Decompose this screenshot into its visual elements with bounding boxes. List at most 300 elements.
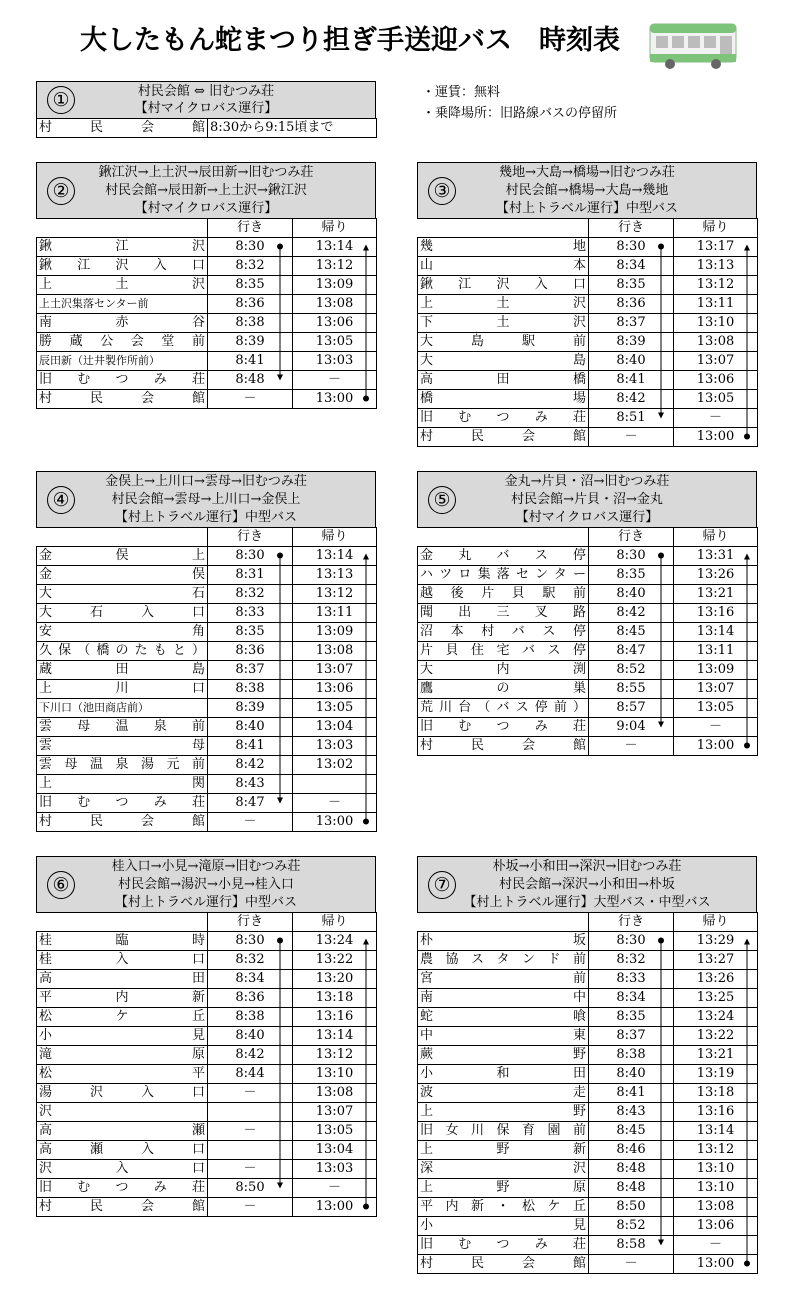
stop-name: 旧むつみ荘 <box>418 718 589 737</box>
go-header: 行き <box>589 219 674 238</box>
table-row <box>37 1103 377 1122</box>
table-row <box>418 642 758 661</box>
table-row <box>418 390 758 409</box>
go-time: 8:41 <box>589 1084 674 1103</box>
timetable <box>36 218 377 409</box>
go-time: 8:43 <box>208 775 293 794</box>
back-time: 13:26 <box>674 566 758 585</box>
stop-name: 南赤谷 <box>37 314 208 333</box>
stop-name: 村民会館 <box>37 1198 208 1217</box>
route-number: ⑦ <box>428 871 456 899</box>
stop-name: 下川口（池田商店前） <box>37 699 208 718</box>
back-time: 13:03 <box>293 737 377 756</box>
go-header: 行き <box>208 913 293 932</box>
table-row <box>37 1122 377 1141</box>
stop-name: 村民会館 <box>37 119 208 138</box>
back-time: 13:10 <box>674 314 758 333</box>
header-blank <box>37 528 208 547</box>
back-time: 13:11 <box>293 604 377 623</box>
route-line: 村民会館→湯沢→小見→桂入口 <box>118 877 294 892</box>
table-row <box>37 718 377 737</box>
table-row <box>37 371 377 390</box>
table-row <box>418 718 758 737</box>
go-time: 8:41 <box>589 371 674 390</box>
back-time: 13:24 <box>674 1008 758 1027</box>
stop-name: 南中 <box>418 989 589 1008</box>
route-number: ⑤ <box>428 486 456 514</box>
table-row <box>37 314 377 333</box>
stop-name: 村民会館 <box>37 390 208 409</box>
back-time: 13:00 <box>674 737 758 756</box>
route-line: 【村マイクロバス運行】 <box>134 201 278 216</box>
back-time: 13:11 <box>674 295 758 314</box>
back-time: 13:21 <box>674 1046 758 1065</box>
table-row <box>37 295 377 314</box>
back-time: 13:00 <box>293 390 377 409</box>
stop-name: 幾地 <box>418 238 589 257</box>
stop-name: 桂入口 <box>37 951 208 970</box>
stop-name: 片貝住宅バス停 <box>418 642 589 661</box>
back-time: 13:13 <box>293 566 377 585</box>
stop-name: 平内新 <box>37 989 208 1008</box>
stop-name: 村民会館 <box>418 428 589 447</box>
go-time: － <box>589 1255 674 1274</box>
back-time: 13:04 <box>293 718 377 737</box>
go-time: 8:35 <box>589 276 674 295</box>
header-row <box>37 528 377 547</box>
route-line: 幾地→大島→橋場→旧むつみ荘 <box>499 165 675 180</box>
stop-name: 高田橋 <box>418 371 589 390</box>
go-time: 8:39 <box>208 699 293 718</box>
back-time: 13:19 <box>674 1065 758 1084</box>
table-row <box>418 547 758 566</box>
table-row <box>418 604 758 623</box>
back-time: 13:06 <box>293 680 377 699</box>
route-4 <box>36 471 376 832</box>
go-time <box>208 1103 293 1122</box>
timetable <box>417 912 758 1274</box>
table-row <box>418 371 758 390</box>
back-time: 13:08 <box>674 1198 758 1217</box>
stop-name: 村民会館 <box>418 737 589 756</box>
stop-name: 上野新 <box>418 1141 589 1160</box>
route-7 <box>417 856 757 1274</box>
back-time: 13:07 <box>293 1103 377 1122</box>
route-line: 【村マイクロバス運行】 <box>134 101 278 116</box>
table-row <box>418 566 758 585</box>
bus-icon <box>644 20 740 70</box>
table-row <box>37 1065 377 1084</box>
table-row <box>418 276 758 295</box>
go-time: 8:38 <box>208 1008 293 1027</box>
route-5 <box>417 471 757 756</box>
table-row <box>37 642 377 661</box>
go-time: 8:38 <box>589 1046 674 1065</box>
back-time: 13:07 <box>674 680 758 699</box>
back-time: 13:10 <box>674 1160 758 1179</box>
table-row <box>418 1027 758 1046</box>
table-row <box>418 1236 758 1255</box>
route-line: 【村上トラベル運行】中型バス <box>114 895 297 910</box>
table-row <box>418 409 758 428</box>
go-time: 8:43 <box>589 1103 674 1122</box>
back-time: 13:06 <box>674 371 758 390</box>
table-row <box>418 680 758 699</box>
back-time: 13:22 <box>293 951 377 970</box>
back-time: 13:05 <box>293 1122 377 1141</box>
table-row <box>418 1122 758 1141</box>
go-time: 8:38 <box>208 680 293 699</box>
route-3 <box>417 162 757 447</box>
back-time: － <box>293 371 377 390</box>
table-row <box>418 737 758 756</box>
back-time: 13:06 <box>674 1217 758 1236</box>
table-row <box>418 333 758 352</box>
back-time: 13:29 <box>674 932 758 951</box>
table-row <box>418 1065 758 1084</box>
go-time: 8:42 <box>208 1046 293 1065</box>
table-row <box>418 1198 758 1217</box>
back-header: 帰り <box>674 528 758 547</box>
table-row <box>37 585 377 604</box>
table-row <box>418 238 758 257</box>
stop-name: 大石入口 <box>37 604 208 623</box>
back-time: 13:08 <box>293 1084 377 1103</box>
stop-name: 沢 <box>37 1103 208 1122</box>
back-time: 13:00 <box>674 1255 758 1274</box>
go-time: 8:42 <box>589 604 674 623</box>
table-row <box>418 951 758 970</box>
timetable <box>36 912 377 1217</box>
go-time: 8:48 <box>589 1160 674 1179</box>
go-time: － <box>208 1122 293 1141</box>
back-header: 帰り <box>293 528 377 547</box>
table-row <box>37 352 377 371</box>
go-time: 8:36 <box>208 295 293 314</box>
back-header: 帰り <box>674 913 758 932</box>
table-row <box>418 932 758 951</box>
go-time: 8:37 <box>589 314 674 333</box>
go-time: 8:35 <box>208 276 293 295</box>
route-line: 村民会館→深沢→小和田→朴坂 <box>499 877 675 892</box>
go-time: 8:51 <box>589 409 674 428</box>
go-time: 8:45 <box>589 623 674 642</box>
go-time: 8:38 <box>208 314 293 333</box>
back-time: 13:07 <box>674 352 758 371</box>
back-time: 13:12 <box>293 1046 377 1065</box>
stop-name: 橋場 <box>418 390 589 409</box>
table-row <box>418 661 758 680</box>
table-row <box>37 1084 377 1103</box>
table-row <box>418 352 758 371</box>
go-time: 8:40 <box>208 1027 293 1046</box>
go-time: 8:36 <box>208 642 293 661</box>
go-time: 8:50 <box>589 1198 674 1217</box>
go-header: 行き <box>589 528 674 547</box>
table-row <box>37 547 377 566</box>
stop-name: 農協スタンド前 <box>418 951 589 970</box>
stop-name: 桂臨時 <box>37 932 208 951</box>
stop-name: 聞出三叉路 <box>418 604 589 623</box>
table-row <box>418 1046 758 1065</box>
back-time: 13:11 <box>674 642 758 661</box>
stop-name: 金俣上 <box>37 547 208 566</box>
header-row <box>418 913 758 932</box>
table-row <box>37 756 377 775</box>
table-row <box>37 566 377 585</box>
stop-name: 平内新・松ケ丘 <box>418 1198 589 1217</box>
route-1 <box>36 81 376 138</box>
back-header: 帰り <box>293 219 377 238</box>
stop-name: 山本 <box>418 257 589 276</box>
back-time: 13:14 <box>674 1122 758 1141</box>
table-row <box>418 1160 758 1179</box>
go-time: 8:32 <box>208 257 293 276</box>
stop-name: 旧むつみ荘 <box>37 794 208 813</box>
stop-name: 辰田新（辻井製作所前） <box>37 352 208 371</box>
go-time: 8:50 <box>208 1179 293 1198</box>
timetable <box>417 527 758 756</box>
go-time <box>208 1141 293 1160</box>
stop-name: 金俣 <box>37 566 208 585</box>
go-header: 行き <box>208 219 293 238</box>
back-time: 13:05 <box>293 699 377 718</box>
table-row <box>37 794 377 813</box>
route-header <box>36 856 376 913</box>
go-time: 9:04 <box>589 718 674 737</box>
route-number: ⑥ <box>47 871 75 899</box>
back-time: 13:14 <box>293 1027 377 1046</box>
back-time: － <box>674 409 758 428</box>
back-time: 13:08 <box>293 295 377 314</box>
go-time: 8:37 <box>208 661 293 680</box>
go-time: － <box>589 428 674 447</box>
back-time: － <box>293 794 377 813</box>
back-time: 13:31 <box>674 547 758 566</box>
back-time: 13:03 <box>293 1160 377 1179</box>
table-row <box>418 989 758 1008</box>
stop-note: ・乗降場所：旧路線バスの停留所 <box>422 106 618 121</box>
back-time: 13:25 <box>674 989 758 1008</box>
table-row <box>37 661 377 680</box>
timetable <box>36 527 377 832</box>
table-row <box>37 1141 377 1160</box>
stop-name: 高田 <box>37 970 208 989</box>
back-time: 13:12 <box>674 276 758 295</box>
stop-name: 雲母 <box>37 737 208 756</box>
route-line: 鍬江沢→上土沢→辰田新→旧むつみ荘 <box>98 165 314 180</box>
back-time: 13:14 <box>293 547 377 566</box>
fare-note: ・運賃：無料 <box>422 85 501 100</box>
back-time: 13:00 <box>293 1198 377 1217</box>
stop-name: 大島 <box>418 352 589 371</box>
stop-name: 蔵田島 <box>37 661 208 680</box>
stop-name: 鍬江沢入口 <box>418 276 589 295</box>
table-row <box>418 257 758 276</box>
go-time: 8:41 <box>208 352 293 371</box>
header-row <box>418 528 758 547</box>
go-time: － <box>208 1084 293 1103</box>
go-time: － <box>589 737 674 756</box>
table-row <box>37 1198 377 1217</box>
route-header <box>36 81 376 119</box>
timetable <box>417 218 758 447</box>
back-time: 13:24 <box>293 932 377 951</box>
back-time: 13:26 <box>674 970 758 989</box>
back-time: 13:16 <box>293 1008 377 1027</box>
stop-name: 旧むつみ荘 <box>37 371 208 390</box>
route-line: 【村上トラベル運行】大型バス・中型バス <box>463 895 711 910</box>
back-time: 13:20 <box>293 970 377 989</box>
stop-name: 旧むつみ荘 <box>37 1179 208 1198</box>
route-header <box>36 471 376 528</box>
route-line: 村民会館→橋場→大島→幾地 <box>505 183 669 198</box>
stop-name: 鍬江沢 <box>37 238 208 257</box>
table-row <box>418 1255 758 1274</box>
table-row <box>418 1084 758 1103</box>
table-row <box>37 1008 377 1027</box>
stop-name: ハツロ集落センター <box>418 566 589 585</box>
go-time: 8:30 <box>208 238 293 257</box>
stop-name: 大内渕 <box>418 661 589 680</box>
stop-name: 朴坂 <box>418 932 589 951</box>
back-time: － <box>674 1236 758 1255</box>
route-header <box>417 856 757 913</box>
go-time: 8:33 <box>589 970 674 989</box>
go-time: 8:52 <box>589 661 674 680</box>
table-row <box>37 932 377 951</box>
stop-name: 旧女川保育園前 <box>418 1122 589 1141</box>
header-blank <box>418 528 589 547</box>
back-time: 13:18 <box>293 989 377 1008</box>
stop-name: 上関 <box>37 775 208 794</box>
back-time: 13:04 <box>293 1141 377 1160</box>
go-time: － <box>208 390 293 409</box>
go-time: 8:37 <box>589 1027 674 1046</box>
header-blank <box>418 219 589 238</box>
route-line: 村民会館→雲母→上川口→金俣上 <box>111 492 301 507</box>
back-time: 13:08 <box>293 642 377 661</box>
back-time: 13:06 <box>293 314 377 333</box>
table-row <box>37 1046 377 1065</box>
stop-name: 荒川台（バス停前） <box>418 699 589 718</box>
stop-name: 小見 <box>418 1217 589 1236</box>
go-time: 8:30 <box>208 547 293 566</box>
table-row <box>37 680 377 699</box>
go-time: 8:42 <box>208 756 293 775</box>
stop-name: 大石 <box>37 585 208 604</box>
route-number: ④ <box>47 486 75 514</box>
stop-name: 旧むつみ荘 <box>418 1236 589 1255</box>
stop-name: 大島駅前 <box>418 333 589 352</box>
stop-name: 村民会館 <box>418 1255 589 1274</box>
stop-name: 上土沢集落センター前 <box>37 295 208 314</box>
go-time: 8:30 <box>589 932 674 951</box>
back-time: 13:17 <box>674 238 758 257</box>
route-header <box>417 471 757 528</box>
stop-name: 旧むつみ荘 <box>418 409 589 428</box>
go-time: 8:32 <box>208 585 293 604</box>
route-2 <box>36 162 376 409</box>
stop-name: 深沢 <box>418 1160 589 1179</box>
go-time: 8:32 <box>589 951 674 970</box>
table-row <box>418 428 758 447</box>
back-time: 13:13 <box>674 257 758 276</box>
go-time: 8:34 <box>589 989 674 1008</box>
stop-name: 沢入口 <box>37 1160 208 1179</box>
go-time: 8:46 <box>589 1141 674 1160</box>
stop-name: 雲母温泉前 <box>37 718 208 737</box>
back-time: 13:02 <box>293 756 377 775</box>
stop-name: 久保（橋のたもと） <box>37 642 208 661</box>
table-row <box>418 1008 758 1027</box>
back-time: 13:05 <box>674 699 758 718</box>
header-row <box>37 913 377 932</box>
info-notes <box>422 82 617 124</box>
go-time: 8:45 <box>589 1122 674 1141</box>
table-row <box>37 333 377 352</box>
route-line: 金俣上→上川口→雲母→旧むつみ荘 <box>105 474 307 489</box>
back-time: 13:16 <box>674 604 758 623</box>
stop-name: 高瀬 <box>37 1122 208 1141</box>
stop-name: 波走 <box>418 1084 589 1103</box>
stop-name: 滝原 <box>37 1046 208 1065</box>
go-time: 8:30 <box>589 238 674 257</box>
table-row <box>37 276 377 295</box>
back-time: 13:09 <box>293 623 377 642</box>
route-line: 村民会館 ⇔ 旧むつみ荘 <box>137 84 275 99</box>
back-time <box>293 775 377 794</box>
stop-name: 上川口 <box>37 680 208 699</box>
go-time: － <box>208 1198 293 1217</box>
table-row <box>37 989 377 1008</box>
stop-name: 村民会館 <box>37 813 208 832</box>
stop-name: 金丸バス停 <box>418 547 589 566</box>
table-row <box>418 970 758 989</box>
table-row <box>418 1217 758 1236</box>
route-number: ① <box>47 86 75 114</box>
stop-name: 高瀬入口 <box>37 1141 208 1160</box>
table-row <box>37 951 377 970</box>
go-time: 8:40 <box>589 585 674 604</box>
back-header: 帰り <box>293 913 377 932</box>
route-line: 桂入口→小見→滝原→旧むつみ荘 <box>111 859 301 874</box>
back-time: 13:09 <box>293 276 377 295</box>
go-time: 8:58 <box>589 1236 674 1255</box>
header-blank <box>418 913 589 932</box>
back-time: 13:09 <box>674 661 758 680</box>
route-line: 【村マイクロバス運行】 <box>515 510 659 525</box>
stop-name: 湯沢入口 <box>37 1084 208 1103</box>
table-row <box>37 390 377 409</box>
go-time: 8:35 <box>589 1008 674 1027</box>
go-time: 8:40 <box>589 1065 674 1084</box>
go-time: 8:30 <box>589 547 674 566</box>
route-6 <box>36 856 376 1217</box>
go-time: 8:39 <box>208 333 293 352</box>
go-time: 8:44 <box>208 1065 293 1084</box>
table-row <box>418 314 758 333</box>
go-time: 8:39 <box>589 333 674 352</box>
go-time: 8:35 <box>208 623 293 642</box>
stop-name: 松平 <box>37 1065 208 1084</box>
stop-name: 宮前 <box>418 970 589 989</box>
back-time: 13:03 <box>293 352 377 371</box>
back-header: 帰り <box>674 219 758 238</box>
stop-name: 小和田 <box>418 1065 589 1084</box>
route-line: 【村上トラベル運行】中型バス <box>114 510 297 525</box>
route-line: 金丸→片貝・沼→旧むつみ荘 <box>504 474 670 489</box>
